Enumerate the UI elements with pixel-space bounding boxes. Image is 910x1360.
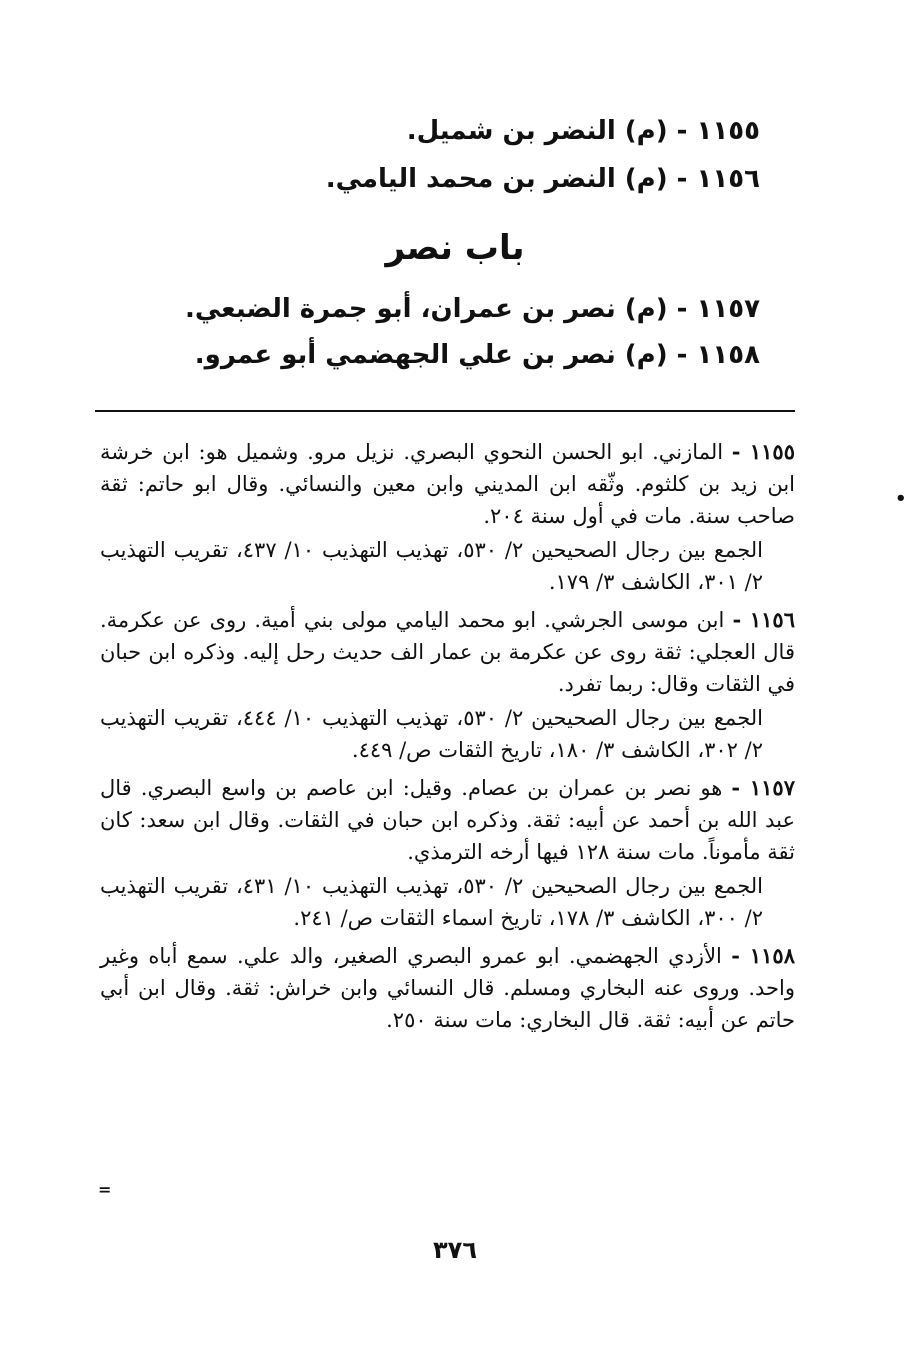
footnotes [100, 436, 795, 1036]
footnote-body: المازني. ابو الحسن النحوي البصري. نزيل مرو. وشميل هو: ابن خرشة ابن زيد بن كلثوم. وثّقه ابن المديني وابن معين والنسائي. وقال ابو حاتم: ثقة صاحب سنة. مات في أول سنة ٢٠٤. [100, 440, 795, 528]
footnote-number: ١١٥٥ - [731, 439, 795, 464]
margin-mark-right: • [895, 488, 907, 509]
entry-1155-heading: ١١٥٥ - (م) النضر بن شميل. [406, 116, 760, 146]
footnote-sources: الجمع بين رجال الصحيحين ٢/ ٥٣٠، تهذيب التهذيب ١٠/ ٤٣١، تقريب التهذيب ٢/ ٣٠٠، الكاشف ٣/ ١٧٨، تاريخ اسماء الثقات ص/ ٢٤١. [100, 874, 763, 930]
footnote-sources: الجمع بين رجال الصحيحين ٢/ ٥٣٠، تهذيب التهذيب ١٠/ ٤٤٤، تقريب التهذيب ٢/ ٣٠٢، الكاشف ٣/ ١٨٠، تاريخ الثقات ص/ ٤٤٩. [100, 706, 763, 762]
footnote-number: ١١٥٧ - [731, 775, 795, 800]
margin-mark-left: = [98, 1180, 112, 1199]
entry-1157-heading: ١١٥٧ - (م) نصر بن عمران، أبو جمرة الضبعي. [184, 294, 760, 324]
footnote-1155 [100, 436, 795, 598]
footnote-body: الأزدي الجهضمي. ابو عمرو البصري الصغير، والد علي. سمع أباه وغير واحد. وروى عنه البخاري ومسلم. قال النسائي وابن خراش: ثقة. وقال ابن أبي حاتم عن أبيه: ثقة. قال البخاري: مات سنة ٢٥٠. [100, 944, 795, 1032]
entry-1158-heading: ١١٥٨ - (م) نصر بن علي الجهضمي أبو عمرو. [194, 340, 760, 370]
entry-1156-heading: ١١٥٦ - (م) النضر بن محمد اليامي. [325, 164, 760, 194]
page-number: ٣٧٦ [433, 1236, 477, 1264]
chapter-title: باب نصر [385, 228, 525, 268]
footnote-number: ١١٥٨ - [731, 943, 795, 968]
footnote-1157 [100, 772, 795, 934]
footnote-body: ابن موسى الجرشي. ابو محمد اليامي مولى بني أمية. روى عن عكرمة. قال العجلي: ثقة روى عن عكرمة بن عمار الف حديث رحل إليه. وذكره ابن حبان في الثقات وقال: ربما تفرد. [100, 608, 795, 696]
footnote-sources: الجمع بين رجال الصحيحين ٢/ ٥٣٠، تهذيب التهذيب ١٠/ ٤٣٧، تقريب التهذيب ٢/ ٣٠١، الكاشف ٣/ ١٧٩. [100, 538, 763, 594]
footnote-divider [95, 410, 795, 412]
footnote-number: ١١٥٦ - [732, 607, 795, 632]
footnote-body: هو نصر بن عمران بن عصام. وقيل: ابن عاصم بن واسع البصري. قال عبد الله بن أحمد عن أبيه: ثقة. وذكره ابن حبان في الثقات. وقال ابن سعد: كان ثقة مأموناً. مات سنة ١٢٨ فيها أرخه الترمذي. [100, 776, 795, 864]
footnote-1158 [100, 940, 795, 1036]
footnote-1156 [100, 604, 795, 766]
